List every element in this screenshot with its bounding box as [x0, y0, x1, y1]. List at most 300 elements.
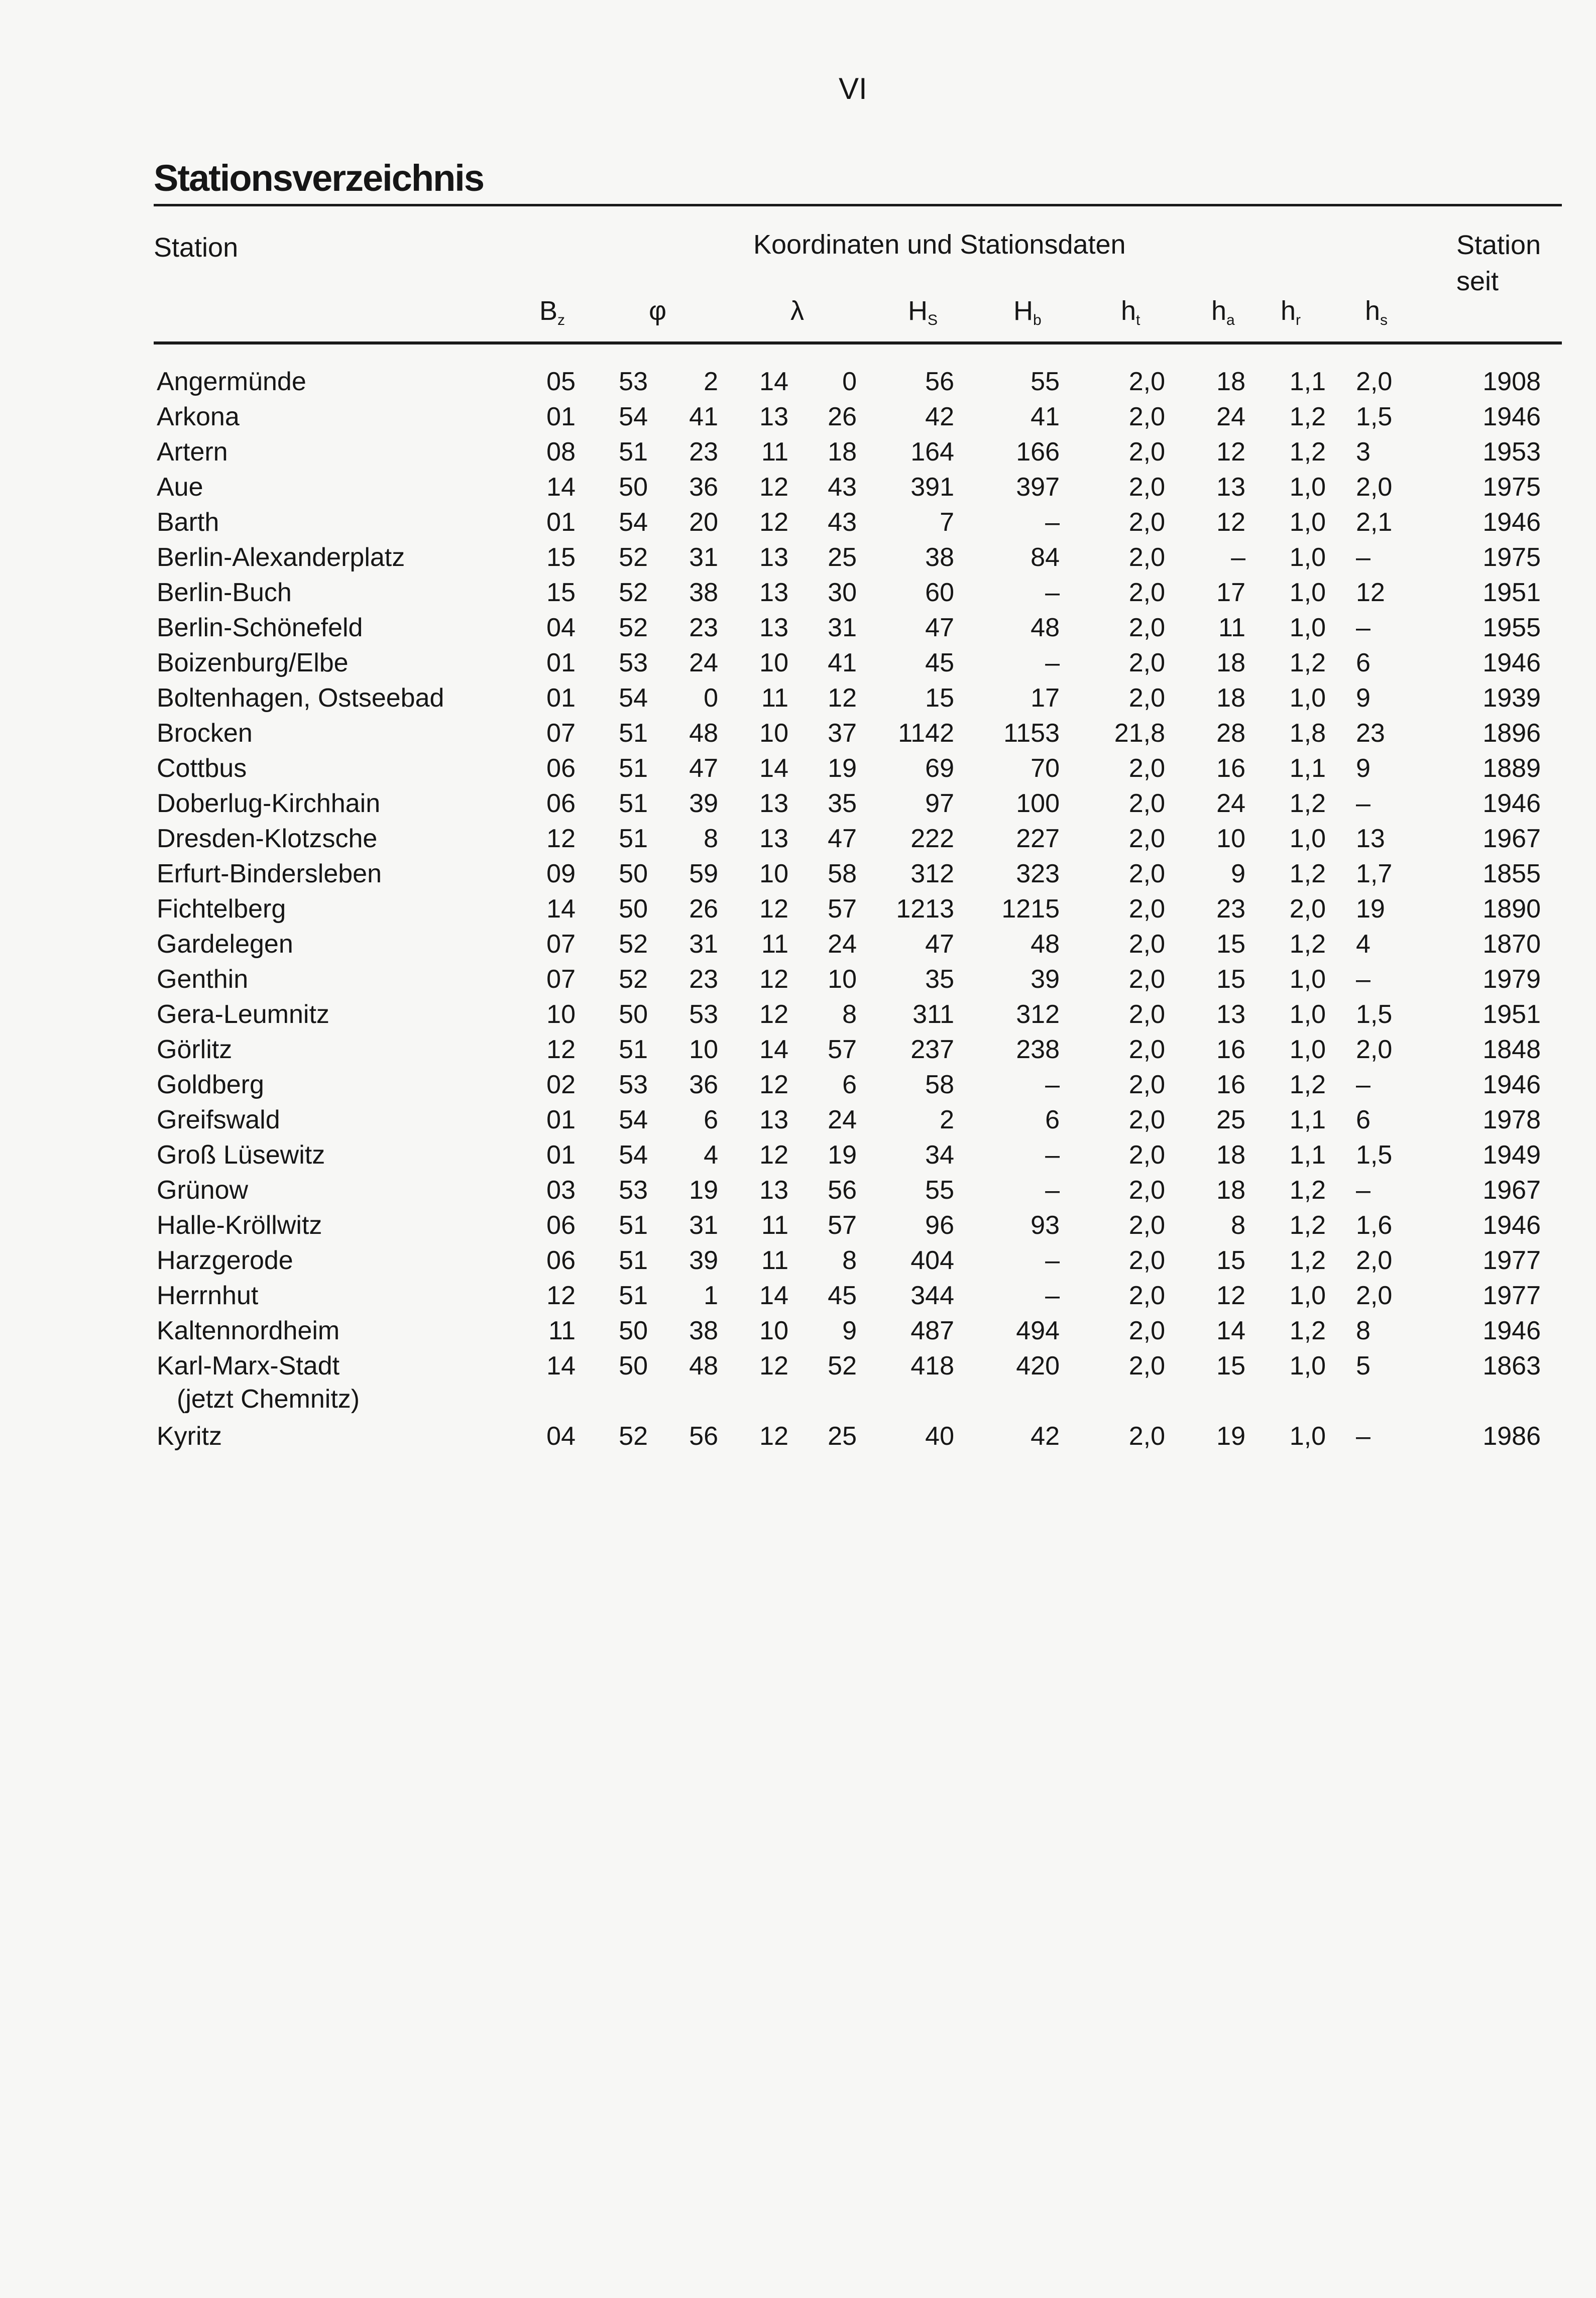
lambda-minutes: 25	[828, 1422, 857, 1451]
lambda-minutes: 41	[828, 648, 857, 677]
ha-value: 12	[1216, 508, 1245, 537]
phi-degrees: 52	[619, 543, 648, 572]
lambda-degrees: 13	[759, 1176, 788, 1205]
phi-degrees: 53	[619, 1176, 648, 1205]
table-row	[0, 613, 1596, 648]
hs-value: 1142	[898, 719, 954, 748]
ht-value: 2,0	[1128, 367, 1165, 396]
ht-value: 2,0	[1128, 1246, 1165, 1275]
hb-value: 1153	[1003, 719, 1060, 748]
table-row	[0, 1175, 1596, 1210]
hs-snow-value: 8	[1356, 1316, 1371, 1345]
hb-value: 312	[1016, 1000, 1060, 1029]
since-year: 1955	[1483, 613, 1541, 642]
hb-value: –	[1045, 578, 1060, 607]
ha-value: 15	[1216, 1351, 1245, 1381]
since-year: 1978	[1483, 1105, 1541, 1134]
station-name: Harzgerode	[157, 1246, 293, 1275]
hs-snow-value: 9	[1356, 683, 1371, 713]
hr-value: 1,0	[1289, 1000, 1326, 1029]
table-row	[0, 788, 1596, 824]
table-row	[0, 683, 1596, 718]
phi-degrees: 51	[619, 1035, 648, 1064]
station-name: Goldberg	[157, 1070, 264, 1099]
since-year: 1946	[1483, 648, 1541, 677]
since-year: 1863	[1483, 1351, 1541, 1381]
hs-value: 96	[925, 1211, 954, 1240]
table-row	[0, 1351, 1596, 1414]
bz-value: 14	[546, 1351, 576, 1381]
phi-degrees: 52	[619, 930, 648, 959]
lambda-degrees: 13	[759, 402, 788, 431]
lambda-minutes: 0	[842, 367, 857, 396]
station-name: Kaltennordheim	[157, 1316, 340, 1345]
hb-value: 1215	[1001, 894, 1060, 924]
since-year: 1977	[1483, 1281, 1541, 1310]
station-name: Aue	[157, 473, 203, 502]
station-name: Kyritz	[157, 1422, 222, 1451]
hb-value: 48	[1031, 613, 1060, 642]
ht-value: 2,0	[1128, 1316, 1165, 1345]
hs-snow-value: 1,5	[1356, 402, 1393, 431]
hs-snow-value: 1,6	[1356, 1211, 1393, 1240]
hb-value: 39	[1031, 965, 1060, 994]
table-row	[0, 859, 1596, 894]
ht-value: 2,0	[1128, 473, 1165, 502]
hb-value: 227	[1016, 824, 1060, 853]
phi-degrees: 52	[619, 965, 648, 994]
hs-snow-value: 2,0	[1356, 1246, 1393, 1275]
hb-value: –	[1045, 1281, 1060, 1310]
bz-value: 01	[546, 648, 576, 677]
table-row	[0, 1140, 1596, 1175]
hr-value: 1,0	[1289, 965, 1326, 994]
bz-value: 01	[546, 683, 576, 713]
hb-value: –	[1045, 1140, 1060, 1170]
lambda-degrees: 12	[759, 1351, 788, 1381]
lambda-degrees: 10	[759, 719, 788, 748]
hs-value: 40	[925, 1422, 954, 1451]
phi-minutes: 24	[689, 648, 718, 677]
phi-minutes: 19	[689, 1176, 718, 1205]
hr-value: 1,2	[1289, 930, 1326, 959]
phi-degrees: 52	[619, 613, 648, 642]
ht-value: 21,8	[1114, 719, 1165, 748]
hs-snow-value: 2,0	[1356, 367, 1393, 396]
bz-value: 03	[546, 1176, 576, 1205]
hs-snow-value: 19	[1356, 894, 1385, 924]
station-name: Boizenburg/Elbe	[157, 648, 349, 677]
lambda-minutes: 47	[828, 824, 857, 853]
ha-value: 15	[1216, 930, 1245, 959]
since-year: 1946	[1483, 402, 1541, 431]
hr-value: 1,2	[1289, 1211, 1326, 1240]
hs-value: 60	[925, 578, 954, 607]
phi-minutes: 2	[704, 367, 718, 396]
since-year: 1946	[1483, 508, 1541, 537]
lambda-degrees: 11	[761, 930, 788, 959]
hr-value: 1,2	[1289, 402, 1326, 431]
since-year: 1855	[1483, 859, 1541, 888]
hs-snow-value: –	[1356, 1422, 1371, 1451]
hr-value: 1,2	[1289, 1316, 1326, 1345]
since-year: 1946	[1483, 1070, 1541, 1099]
phi-degrees: 51	[619, 719, 648, 748]
hb-value: 494	[1016, 1316, 1060, 1345]
table-row	[0, 542, 1596, 578]
phi-minutes: 6	[704, 1105, 718, 1134]
bz-value: 06	[546, 789, 576, 818]
station-name: Groß Lüsewitz	[157, 1140, 325, 1170]
hr-value: 1,2	[1289, 437, 1326, 467]
hr-value: 1,2	[1289, 789, 1326, 818]
hs-value: 35	[925, 965, 954, 994]
hr-value: 1,2	[1289, 1070, 1326, 1099]
lambda-minutes: 24	[828, 930, 857, 959]
ha-value: 18	[1216, 683, 1245, 713]
header-rule	[154, 341, 1562, 344]
title-rule	[154, 204, 1562, 206]
ha-value: 16	[1216, 1035, 1245, 1064]
hs-value: 311	[913, 1000, 954, 1029]
hb-value: 70	[1031, 754, 1060, 783]
station-name: Greifswald	[157, 1105, 280, 1134]
lambda-degrees: 12	[759, 1070, 788, 1099]
hb-value: –	[1045, 1246, 1060, 1275]
hs-snow-value: 12	[1356, 578, 1385, 607]
bz-value: 15	[546, 543, 576, 572]
bz-value: 14	[546, 894, 576, 924]
since-year: 1967	[1483, 824, 1541, 853]
station-name: Herrnhut	[157, 1281, 259, 1310]
lambda-minutes: 18	[828, 437, 857, 467]
ht-value: 2,0	[1128, 437, 1165, 467]
table-row	[0, 1210, 1596, 1245]
lambda-degrees: 13	[759, 543, 788, 572]
phi-minutes: 39	[689, 789, 718, 818]
table-row	[0, 367, 1596, 402]
phi-degrees: 50	[619, 1316, 648, 1345]
header-station-since	[1456, 227, 1541, 299]
bz-value: 07	[546, 719, 576, 748]
col-header-hs: $H_S$	[908, 296, 938, 328]
station-name: Arkona	[157, 402, 240, 431]
hb-value: 55	[1031, 367, 1060, 396]
lambda-degrees: 11	[761, 1211, 788, 1240]
hr-value: 1,0	[1289, 578, 1326, 607]
phi-degrees: 51	[619, 789, 648, 818]
hs-snow-value: 23	[1356, 719, 1385, 748]
hr-value: 1,1	[1289, 754, 1326, 783]
hb-value: 323	[1016, 859, 1060, 888]
lambda-minutes: 43	[828, 473, 857, 502]
ha-value: 28	[1216, 719, 1245, 748]
hb-value: 17	[1031, 683, 1060, 713]
since-year: 1951	[1483, 1000, 1541, 1029]
phi-degrees: 54	[619, 402, 648, 431]
bz-value: 06	[546, 1211, 576, 1240]
hr-value: 1,1	[1289, 1140, 1326, 1170]
station-name: Gera-Leumnitz	[157, 1000, 329, 1029]
col-header-phi: φ	[649, 296, 667, 326]
hs-snow-value: 4	[1356, 930, 1371, 959]
hb-value: 397	[1016, 473, 1060, 502]
lambda-minutes: 6	[842, 1070, 857, 1099]
station-name: Gardelegen	[157, 930, 293, 959]
table-row	[0, 964, 1596, 999]
since-year: 1977	[1483, 1246, 1541, 1275]
station-name: Erfurt-Bindersleben	[157, 859, 382, 888]
hb-value: 84	[1031, 543, 1060, 572]
hr-value: 1,1	[1289, 367, 1326, 396]
bz-value: 04	[546, 1422, 576, 1451]
table-row	[0, 718, 1596, 753]
hs-value: 58	[925, 1070, 954, 1099]
hs-value: 34	[925, 1140, 954, 1170]
hb-value: 6	[1045, 1105, 1060, 1134]
hs-snow-value: 2,1	[1356, 508, 1393, 537]
table-row	[0, 1316, 1596, 1351]
hr-value: 1,2	[1289, 1176, 1326, 1205]
bz-value: 11	[548, 1316, 576, 1345]
table-row	[0, 402, 1596, 437]
hs-value: 487	[910, 1316, 954, 1345]
bz-value: 15	[546, 578, 576, 607]
bz-value: 04	[546, 613, 576, 642]
ha-value: 18	[1216, 367, 1245, 396]
ht-value: 2,0	[1128, 1176, 1165, 1205]
hs-value: 45	[925, 648, 954, 677]
hs-snow-value: 2,0	[1356, 1035, 1393, 1064]
bz-value: 12	[546, 824, 576, 853]
lambda-minutes: 19	[828, 754, 857, 783]
phi-minutes: 48	[689, 1351, 718, 1381]
phi-minutes: 31	[689, 930, 718, 959]
lambda-minutes: 10	[828, 965, 857, 994]
ha-value: 8	[1231, 1211, 1245, 1240]
table-row	[0, 1281, 1596, 1316]
phi-degrees: 54	[619, 1105, 648, 1134]
ha-value: 11	[1218, 613, 1245, 642]
phi-minutes: 38	[689, 1316, 718, 1345]
phi-degrees: 51	[619, 437, 648, 467]
header-coordinates-group: Koordinaten und Stationsdaten	[753, 229, 1126, 260]
ha-value: 9	[1231, 859, 1245, 888]
lambda-degrees: 14	[759, 1281, 788, 1310]
phi-degrees: 51	[619, 754, 648, 783]
bz-value: 01	[546, 402, 576, 431]
bz-value: 06	[546, 1246, 576, 1275]
lambda-degrees: 12	[759, 1140, 788, 1170]
hs-value: 42	[925, 402, 954, 431]
hs-snow-value: 1,5	[1356, 1000, 1393, 1029]
table-row	[0, 1105, 1596, 1140]
ht-value: 2,0	[1128, 894, 1165, 924]
hb-value: 48	[1031, 930, 1060, 959]
phi-minutes: 10	[689, 1035, 718, 1064]
ht-value: 2,0	[1128, 754, 1165, 783]
hb-value: 420	[1016, 1351, 1060, 1381]
lambda-degrees: 12	[759, 508, 788, 537]
hs-snow-value: –	[1356, 965, 1371, 994]
phi-minutes: 0	[704, 683, 718, 713]
lambda-minutes: 30	[828, 578, 857, 607]
since-year: 1953	[1483, 437, 1541, 467]
ha-value: 18	[1216, 1140, 1245, 1170]
bz-value: 02	[546, 1070, 576, 1099]
table-row	[0, 929, 1596, 964]
ht-value: 2,0	[1128, 402, 1165, 431]
phi-minutes: 53	[689, 1000, 718, 1029]
hs-snow-value: –	[1356, 543, 1371, 572]
ht-value: 2,0	[1128, 1351, 1165, 1381]
bz-value: 14	[546, 473, 576, 502]
ha-value: 12	[1216, 437, 1245, 467]
lambda-degrees: 12	[759, 894, 788, 924]
lambda-minutes: 12	[828, 683, 857, 713]
hs-snow-value: 3	[1356, 437, 1371, 467]
hr-value: 1,2	[1289, 648, 1326, 677]
ht-value: 2,0	[1128, 1281, 1165, 1310]
bz-value: 09	[546, 859, 576, 888]
hr-value: 1,0	[1289, 1351, 1326, 1381]
lambda-degrees: 10	[759, 648, 788, 677]
hs-value: 15	[925, 683, 954, 713]
station-name: Grünow	[157, 1176, 249, 1205]
ha-value: 14	[1216, 1316, 1245, 1345]
lambda-degrees: 11	[761, 683, 788, 713]
bz-value: 12	[546, 1035, 576, 1064]
phi-minutes: 20	[689, 508, 718, 537]
ht-value: 2,0	[1128, 1035, 1165, 1064]
table-row	[0, 1035, 1596, 1070]
ht-value: 2,0	[1128, 1000, 1165, 1029]
since-year: 1975	[1483, 473, 1541, 502]
hr-value: 1,0	[1289, 683, 1326, 713]
ht-value: 2,0	[1128, 965, 1165, 994]
phi-degrees: 54	[619, 508, 648, 537]
lambda-degrees: 10	[759, 859, 788, 888]
station-name: Berlin-Alexanderplatz	[157, 543, 405, 572]
col-header-ht: $h_t$	[1121, 296, 1141, 328]
hs-snow-value: –	[1356, 1070, 1371, 1099]
phi-degrees: 51	[619, 1211, 648, 1240]
station-name: Berlin-Buch	[157, 578, 292, 607]
hb-value: 238	[1016, 1035, 1060, 1064]
lambda-degrees: 13	[759, 824, 788, 853]
phi-degrees: 50	[619, 473, 648, 502]
table-row	[0, 578, 1596, 613]
phi-minutes: 41	[689, 402, 718, 431]
hs-value: 222	[910, 824, 954, 853]
bz-value: 10	[546, 1000, 576, 1029]
ht-value: 2,0	[1128, 1105, 1165, 1134]
hs-value: 404	[910, 1246, 954, 1275]
since-year: 1951	[1483, 578, 1541, 607]
since-year: 1946	[1483, 1211, 1541, 1240]
ha-value: 16	[1216, 754, 1245, 783]
lambda-minutes: 31	[828, 613, 857, 642]
bz-value: 12	[546, 1281, 576, 1310]
hs-value: 164	[910, 437, 954, 467]
since-year: 1870	[1483, 930, 1541, 959]
since-year: 1975	[1483, 543, 1541, 572]
station-name: Dresden-Klotzsche	[157, 824, 378, 853]
phi-minutes: 23	[689, 965, 718, 994]
phi-minutes: 31	[689, 1211, 718, 1240]
phi-degrees: 53	[619, 648, 648, 677]
ha-value: 19	[1216, 1422, 1245, 1451]
bz-value: 06	[546, 754, 576, 783]
hs-snow-value: 6	[1356, 648, 1371, 677]
phi-minutes: 36	[689, 1070, 718, 1099]
hr-value: 1,0	[1289, 613, 1326, 642]
table-row	[0, 894, 1596, 929]
phi-degrees: 52	[619, 1422, 648, 1451]
ht-value: 2,0	[1128, 578, 1165, 607]
since-year: 1896	[1483, 719, 1541, 748]
hs-snow-value: 2,0	[1356, 1281, 1393, 1310]
hs-value: 312	[910, 859, 954, 888]
lambda-minutes: 8	[842, 1000, 857, 1029]
table-row	[0, 1070, 1596, 1105]
hs-snow-value: 5	[1356, 1351, 1371, 1381]
phi-degrees: 50	[619, 859, 648, 888]
phi-degrees: 53	[619, 367, 648, 396]
ha-value: 18	[1216, 1176, 1245, 1205]
ht-value: 2,0	[1128, 824, 1165, 853]
lambda-degrees: 12	[759, 1000, 788, 1029]
since-year: 1890	[1483, 894, 1541, 924]
phi-degrees: 54	[619, 1140, 648, 1170]
ht-value: 2,0	[1128, 859, 1165, 888]
hr-value: 1,2	[1289, 859, 1326, 888]
hs-value: 47	[925, 930, 954, 959]
hb-value: 42	[1031, 1422, 1060, 1451]
phi-minutes: 38	[689, 578, 718, 607]
since-year: 1967	[1483, 1176, 1541, 1205]
table-row	[0, 472, 1596, 507]
since-year: 1986	[1483, 1422, 1541, 1451]
ha-value: 16	[1216, 1070, 1245, 1099]
col-header-bz: $B_z$	[539, 296, 565, 328]
ht-value: 2,0	[1128, 1070, 1165, 1099]
table-row	[0, 824, 1596, 859]
lambda-degrees: 13	[759, 613, 788, 642]
table-row	[0, 753, 1596, 788]
station-name: Brocken	[157, 719, 253, 748]
header-station: Station	[154, 233, 239, 263]
lambda-degrees: 11	[761, 1246, 788, 1275]
station-name: Barth	[157, 508, 219, 537]
ha-value: 24	[1216, 402, 1245, 431]
table-row	[0, 1421, 1596, 1456]
station-name: Artern	[157, 437, 228, 467]
phi-minutes: 39	[689, 1246, 718, 1275]
hs-value: 97	[925, 789, 954, 818]
table-row	[0, 437, 1596, 472]
station-name: Fichtelberg	[157, 894, 286, 924]
ha-value: 15	[1216, 1246, 1245, 1275]
phi-degrees: 50	[619, 894, 648, 924]
phi-minutes: 23	[689, 437, 718, 467]
station-name: Cottbus	[157, 754, 247, 783]
hb-value: 100	[1016, 789, 1060, 818]
col-header-hb: $H_b$	[1013, 296, 1042, 328]
hr-value: 1,8	[1289, 719, 1326, 748]
ht-value: 2,0	[1128, 543, 1165, 572]
lambda-minutes: 37	[828, 719, 857, 748]
